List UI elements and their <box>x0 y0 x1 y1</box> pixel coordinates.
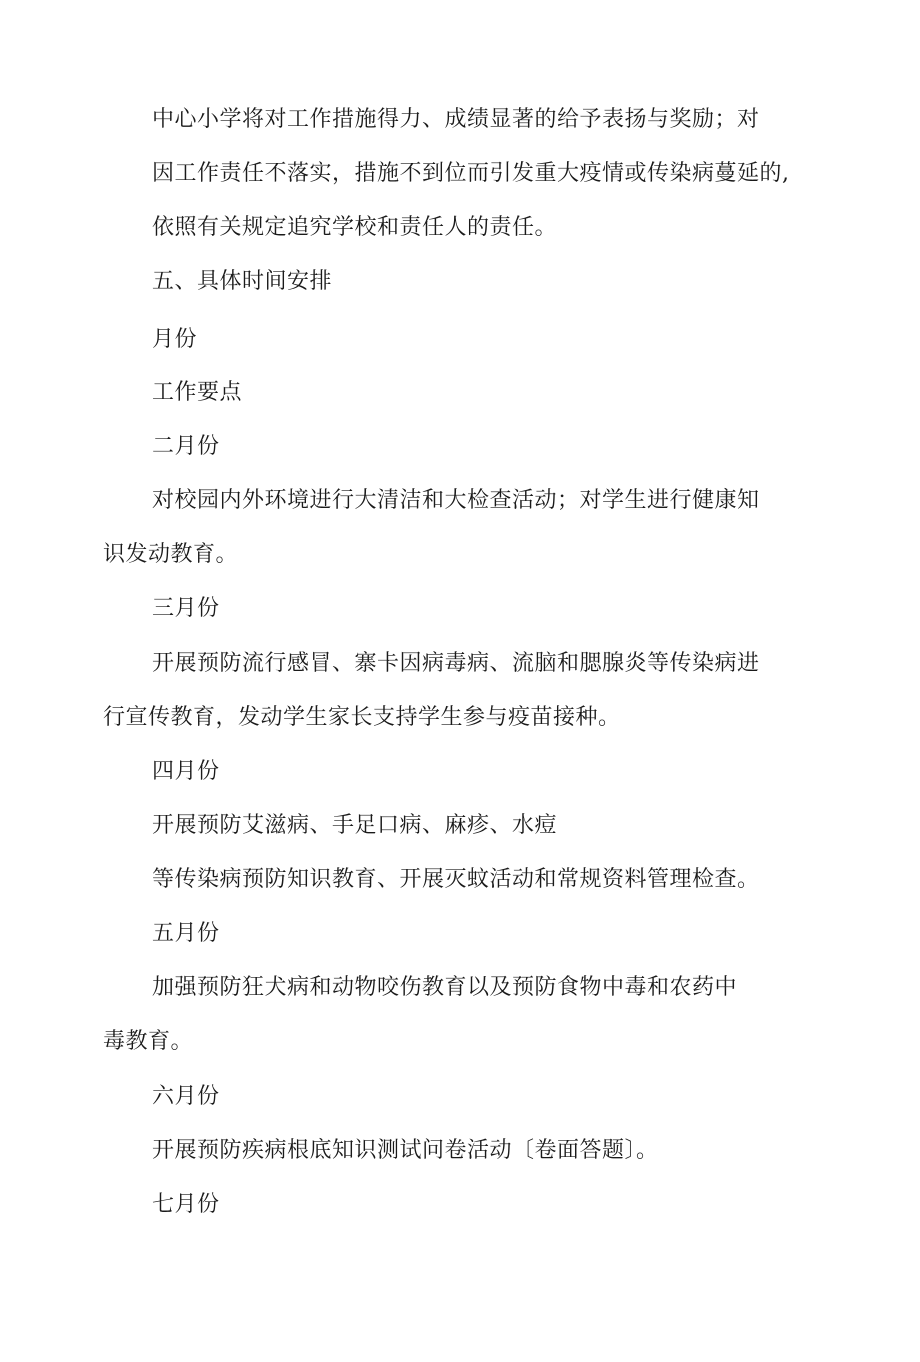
text-line: 加强预防狂犬病和动物咬伤教育以及预防食物中毒和农药中 <box>152 975 738 1000</box>
text-line: 开展预防流行感冒、寨卡因病毒病、流脑和腮腺炎等传染病进 <box>152 651 760 676</box>
text-line: 等传染病预防知识教育、开展灭蚊活动和常规资料管理检查。 <box>152 867 760 892</box>
section-heading: 五、具体时间安排 <box>152 269 333 294</box>
text-line: 因工作责任不落实，措施不到位而引发重大疫情或传染病蔓延的, <box>152 161 790 186</box>
text-line: 依照有关规定追究学校和责任人的责任。 <box>152 215 558 240</box>
month-label: 四月份 <box>152 759 220 784</box>
month-label: 六月份 <box>152 1084 220 1109</box>
text-line: 对校园内外环境进行大清洁和大检查活动；对学生进行健康知 <box>152 488 760 513</box>
text-line: 开展预防艾滋病、手足口病、麻疹、水痘 <box>152 813 558 838</box>
month-label: 三月份 <box>152 596 220 621</box>
text-line: 中心小学将对工作措施得力、成绩显著的给予表扬与奖励；对 <box>152 107 760 132</box>
text-line: 行宣传教育，发动学生家长支持学生参与疫苗接种。 <box>103 705 621 730</box>
text-line: 开展预防疾病根底知识测试问卷活动〔卷面答题〕。 <box>152 1138 659 1163</box>
text-line: 月份 <box>152 327 198 352</box>
text-line: 工作要点 <box>152 380 243 405</box>
text-line: 毒教育。 <box>103 1029 194 1054</box>
month-label: 二月份 <box>152 434 220 459</box>
month-label: 七月份 <box>152 1192 220 1217</box>
month-label: 五月份 <box>152 921 220 946</box>
text-line: 识发动教育。 <box>103 542 239 567</box>
